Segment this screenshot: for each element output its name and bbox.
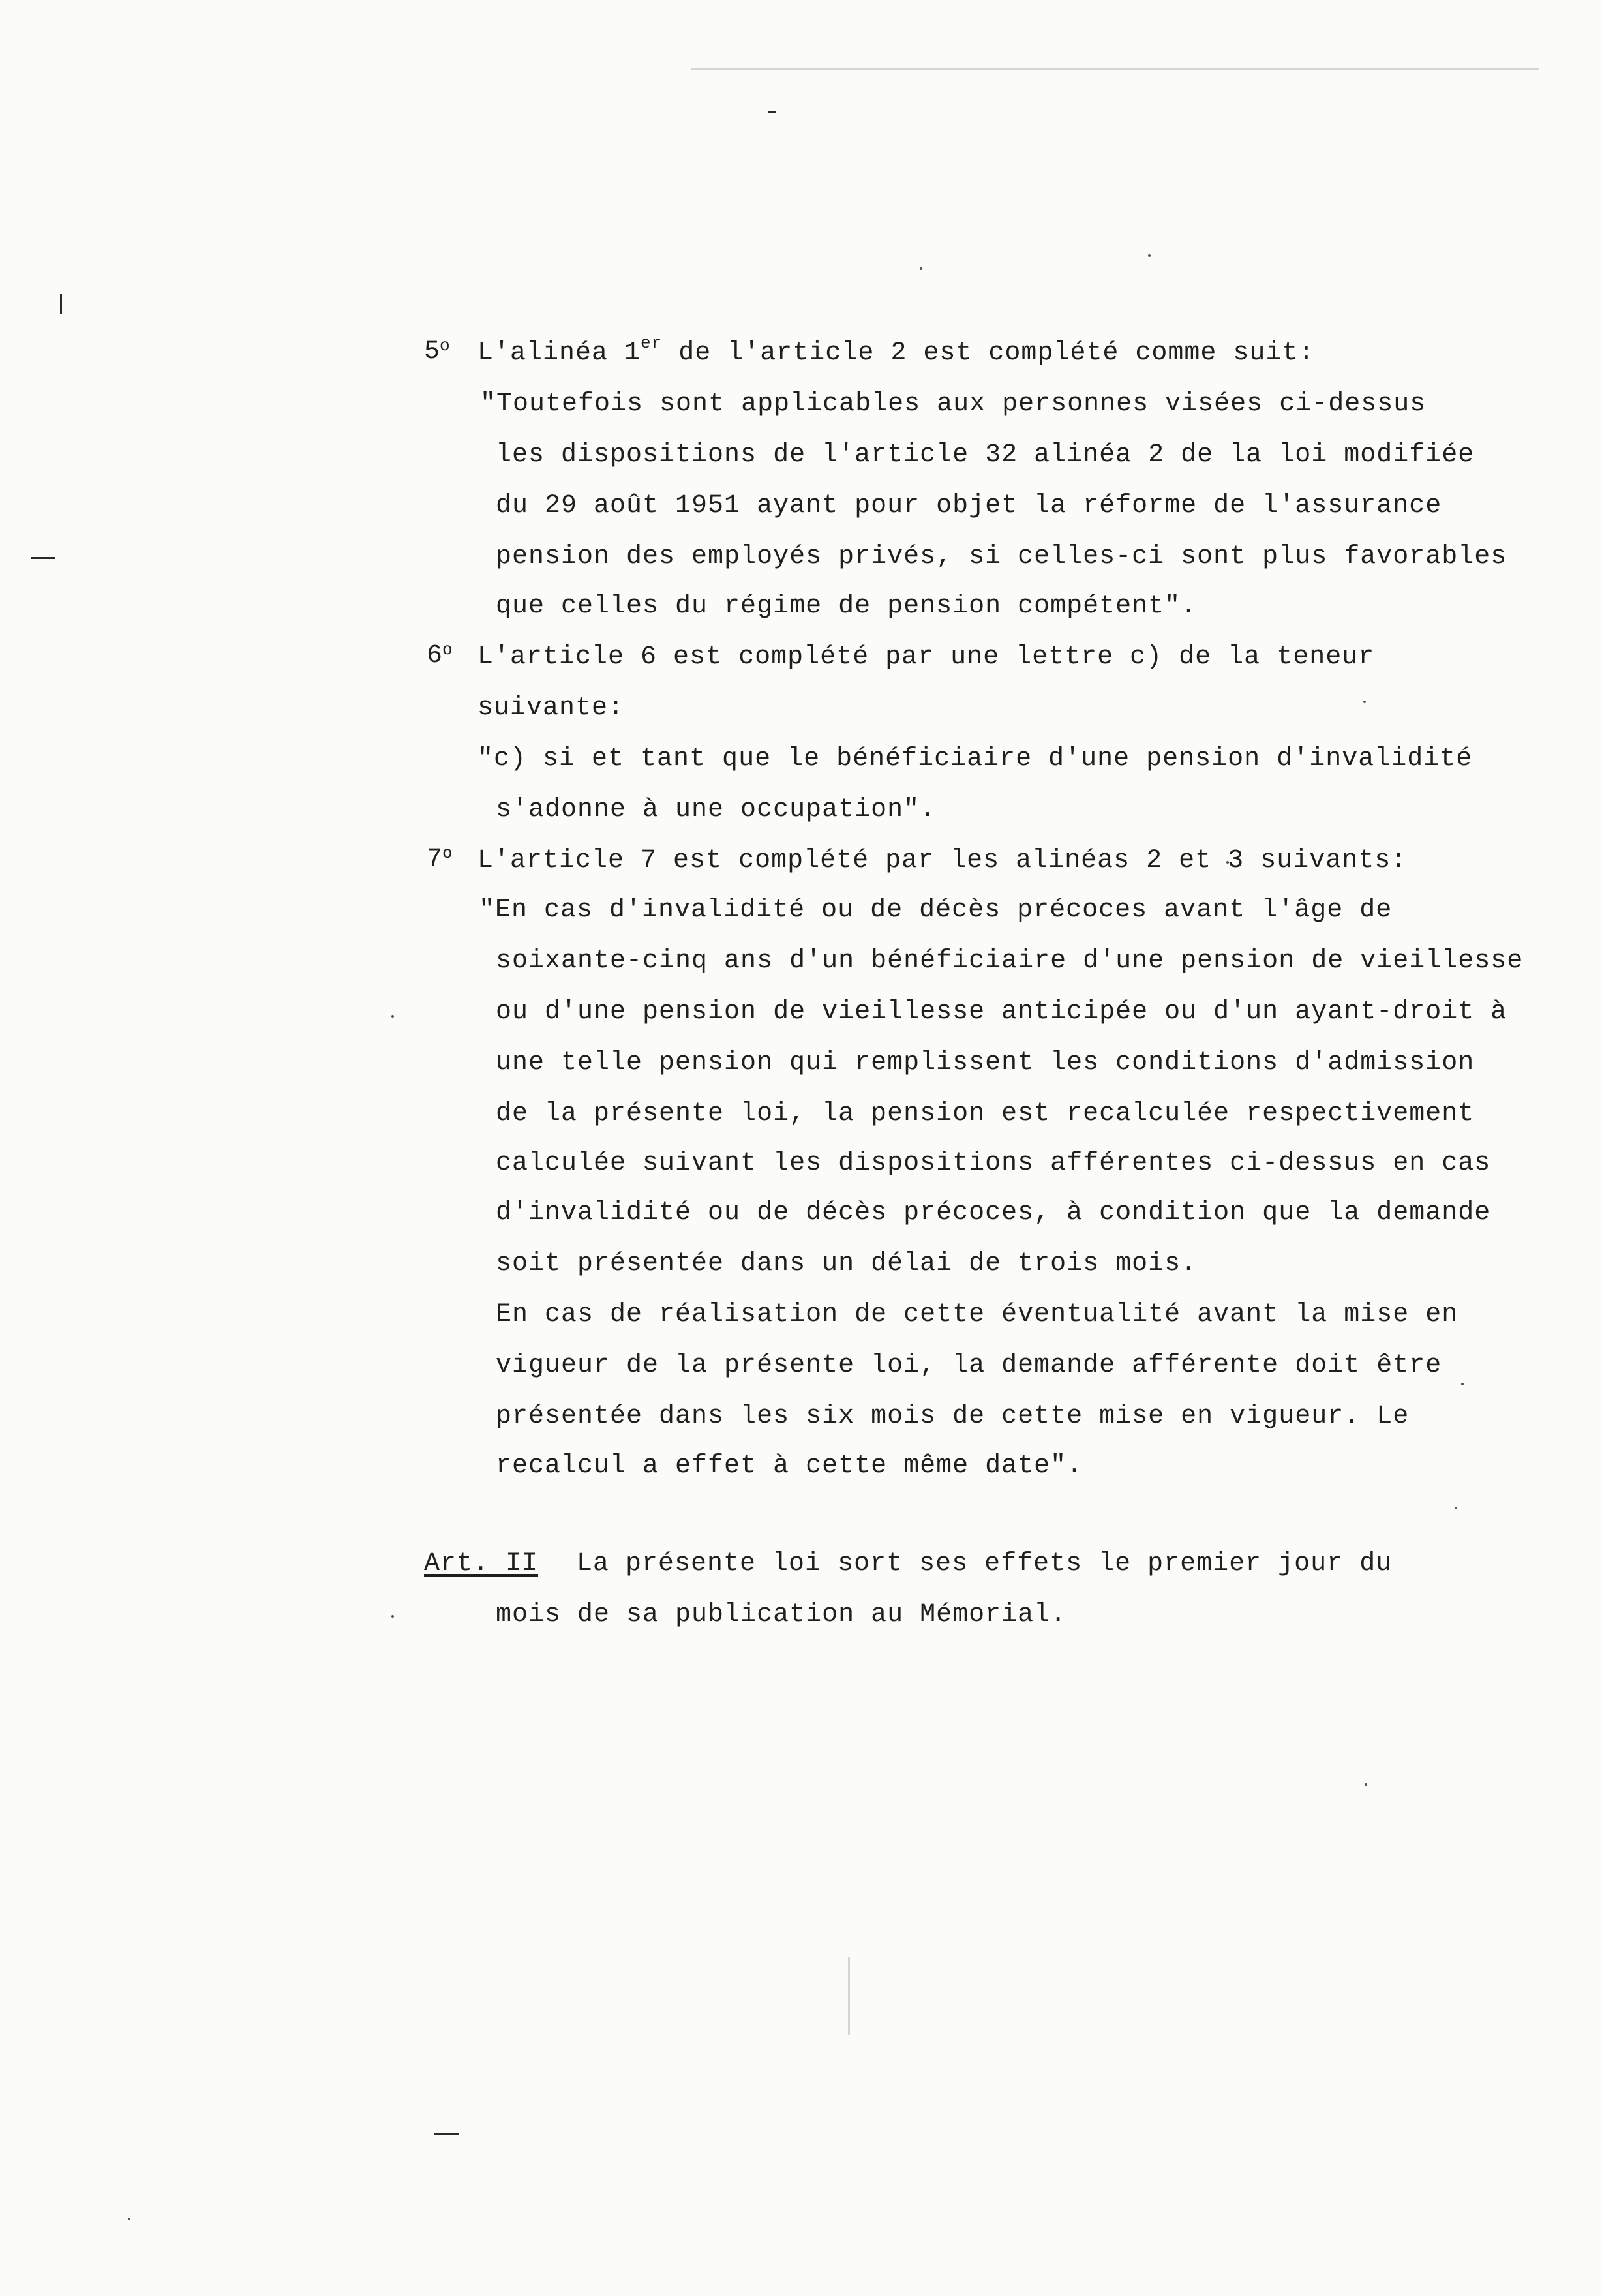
scan-faint-mid	[848, 1957, 850, 2035]
scan-mark-bottom	[434, 2133, 459, 2135]
text-line: soit présentée dans un délai de trois mois.	[496, 1249, 1198, 1278]
text-line: les dispositions de l'article 32 alinéa 2 de la loi modifiée	[496, 440, 1475, 470]
text-line: ou d'une pension de vieillesse anticipée ou d'un ayant-droit à	[496, 997, 1507, 1027]
text-line: "Toutefois sont applicables aux personnes visées ci-dessus	[480, 389, 1427, 419]
scan-dot	[391, 1015, 394, 1018]
text-line: En cas de réalisation de cette éventualité avant la mise en	[496, 1300, 1458, 1329]
text-line: recalcul a effet à cette même date".	[496, 1451, 1083, 1481]
text-line: s'adonne à une occupation".	[496, 795, 937, 824]
item-number: 6$^o$	[427, 640, 453, 671]
text-line: vigueur de la présente loi, la demande afférente doit être	[496, 1351, 1442, 1380]
scan-mark-left-1	[60, 294, 62, 314]
text-line: du 29 août 1951 ayant pour objet la réforme de l'assurance	[496, 491, 1442, 521]
scan-mark-left-2	[31, 557, 55, 559]
text-line: L'article 7 est complété par les alinéas 2 et 3 suivants:	[477, 846, 1408, 875]
item-number: 5$^o$	[424, 336, 450, 367]
article-text: La présente loi sort ses effets le premier jour du	[577, 1549, 1393, 1578]
item-number: 7$^o$	[427, 843, 453, 874]
scan-dot	[1365, 1783, 1367, 1786]
text-line: "En cas d'invalidité ou de décès précoces avant l'âge de	[479, 896, 1393, 925]
text-line: de la présente loi, la pension est recalculée respectivement	[496, 1099, 1475, 1128]
text-line: présentée dans les six mois de cette mise en vigueur. Le	[496, 1402, 1410, 1431]
scan-dot	[1455, 1507, 1457, 1509]
text-line: une telle pension qui remplissent les conditions d'admission	[496, 1048, 1475, 1078]
scan-dot	[1148, 254, 1151, 257]
text-line: pension des employés privés, si celles-ci sont plus favorables	[496, 542, 1507, 571]
scan-dot	[920, 267, 922, 270]
text-line: d'invalidité ou de décès précoces, à condition que la demande	[496, 1198, 1491, 1228]
article-label: Art. II	[424, 1549, 539, 1578]
text-line: suivante:	[477, 693, 625, 723]
text-line: que celles du régime de pension compétent".	[496, 592, 1198, 621]
scan-dot	[128, 2218, 130, 2220]
text-line: soixante-cinq ans d'un bénéficiaire d'une pension de vieillesse	[496, 946, 1524, 976]
scan-mark-top	[768, 111, 776, 113]
scan-dot	[1461, 1383, 1464, 1385]
scan-faint-top	[691, 68, 1539, 70]
scan-dot	[1363, 701, 1366, 703]
scan-dot	[391, 1615, 394, 1618]
text-line: "c) si et tant que le bénéficiaire d'une pension d'invalidité	[477, 744, 1473, 774]
article-text: mois de sa publication au Mémorial.	[496, 1600, 1067, 1629]
text-line: calculée suivant les dispositions afférentes ci-dessus en cas	[496, 1149, 1491, 1178]
text-line: L'alinéa 1er de l'article 2 est complété comme suit:	[477, 333, 1315, 368]
text-line: L'article 6 est complété par une lettre c) de la teneur	[477, 642, 1375, 672]
